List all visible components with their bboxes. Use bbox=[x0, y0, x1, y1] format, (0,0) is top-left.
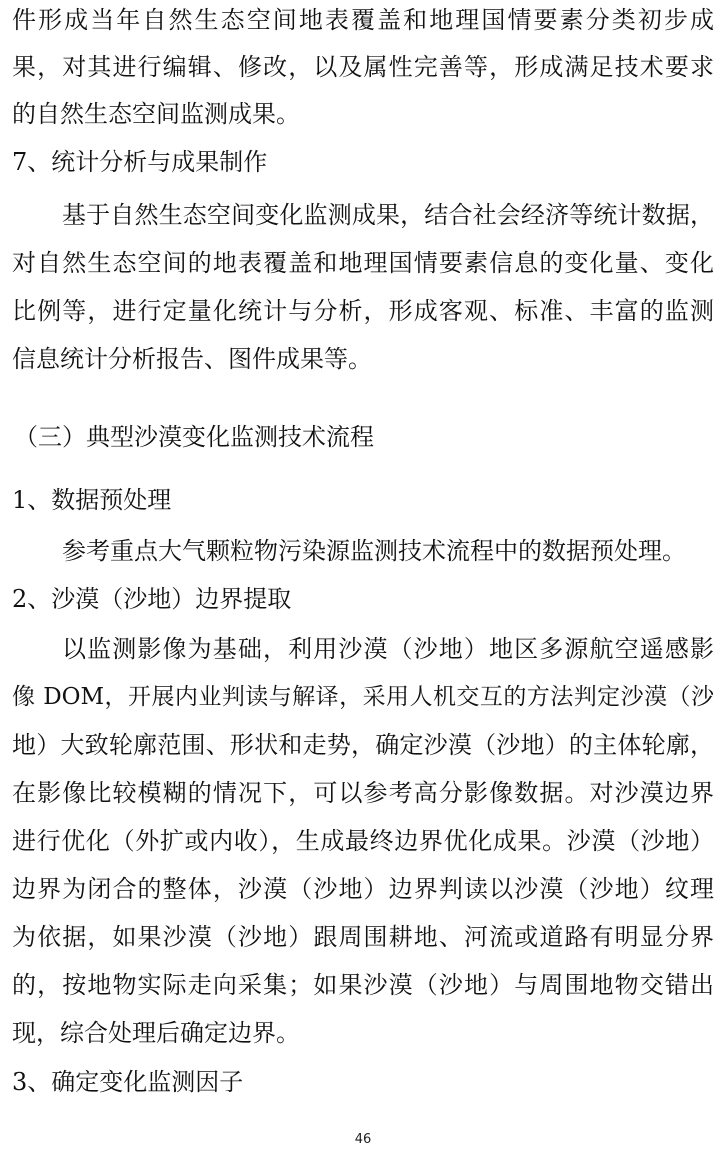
paragraph-line: 的，按地物实际走向采集；如果沙漠（沙地）与周围地物交错出 bbox=[12, 971, 714, 999]
paragraph-line: 像 DOM，开展内业判读与解译，采用人机交互的方法判定沙漠（沙 bbox=[12, 684, 714, 710]
paragraph-line: 进行优化（外扩或内收），生成最终边界优化成果。沙漠（沙地） bbox=[12, 827, 714, 855]
section-heading: 1、数据预处理 bbox=[12, 486, 172, 514]
paragraph-line: 对自然生态空间的地表覆盖和地理国情要素信息的变化量、变化 bbox=[12, 249, 714, 277]
page-number: 46 bbox=[354, 1132, 372, 1147]
paragraph-line: 边界为闭合的整体，沙漠（沙地）边界判读以沙漠（沙地）纹理 bbox=[12, 875, 714, 903]
paragraph-line: 果，对其进行编辑、修改，以及属性完善等，形成满足技术要求 bbox=[12, 53, 714, 81]
paragraph-line: 地）大致轮廓范围、形状和走势，确定沙漠（沙地）的主体轮廓， bbox=[12, 731, 714, 759]
chapter-heading: （三）典型沙漠变化监测技术流程 bbox=[14, 423, 374, 451]
paragraph-line: 现，综合处理后确定边界。 bbox=[12, 1019, 300, 1047]
paragraph-line: 比例等，进行定量化统计与分析，形成客观、标准、丰富的监测 bbox=[12, 297, 714, 325]
section-heading: 2、沙漠（沙地）边界提取 bbox=[12, 585, 292, 613]
paragraph-line: 的自然生态空间监测成果。 bbox=[12, 100, 300, 128]
section-heading: 3、确定变化监测因子 bbox=[12, 1068, 244, 1096]
paragraph-line: 件形成当年自然生态空间地表覆盖和地理国情要素分类初步成 bbox=[12, 6, 714, 34]
paragraph-line: 为依据，如果沙漠（沙地）跟周围耕地、河流或道路有明显分界 bbox=[12, 923, 714, 951]
paragraph-line: 基于自然生态空间变化监测成果，结合社会经济等统计数据， bbox=[62, 201, 714, 229]
paragraph-line: 以监测影像为基础，利用沙漠（沙地）地区多源航空遥感影 bbox=[62, 635, 714, 663]
section-heading: 7、统计分析与成果制作 bbox=[12, 148, 268, 176]
paragraph-line: 在影像比较模糊的情况下，可以参考高分影像数据。对沙漠边界 bbox=[12, 779, 714, 807]
paragraph-line: 参考重点大气颗粒物污染源监测技术流程中的数据预处理。 bbox=[62, 537, 686, 565]
paragraph-line: 信息统计分析报告、图件成果等。 bbox=[12, 345, 372, 373]
